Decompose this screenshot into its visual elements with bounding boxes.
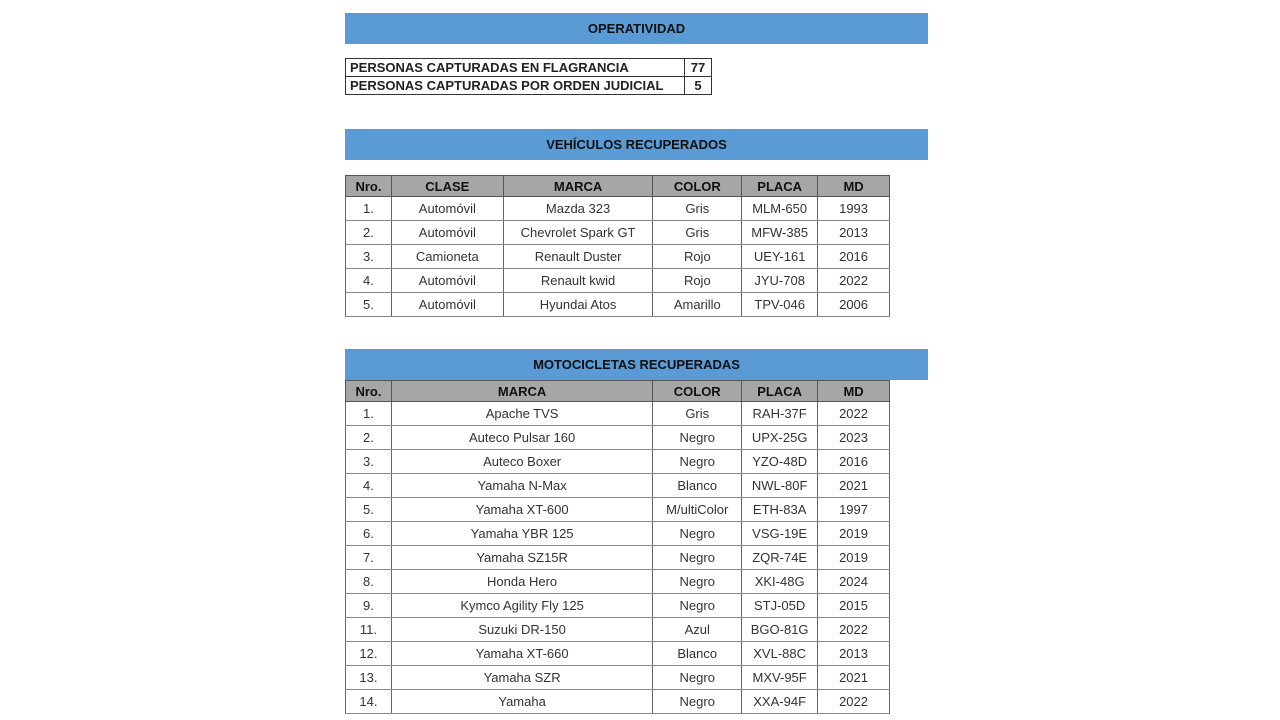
cell: Gris (653, 221, 742, 245)
cell: ETH-83A (742, 498, 818, 522)
cell: Kymco Agility Fly 125 (391, 594, 652, 618)
column-header: Nro. (346, 176, 392, 197)
cell: 2022 (818, 402, 890, 426)
cell: VSG-19E (742, 522, 818, 546)
cell: 5. (346, 498, 392, 522)
cell: Renault Duster (503, 245, 653, 269)
table-row (346, 59, 712, 77)
cell: 2013 (818, 221, 890, 245)
cell: 2016 (818, 450, 890, 474)
cell: 11. (346, 618, 392, 642)
column-header: COLOR (653, 176, 742, 197)
cell: Yamaha XT-660 (391, 642, 652, 666)
cell: Amarillo (653, 293, 742, 317)
table-row (346, 666, 890, 690)
stat-label: PERSONAS CAPTURADAS EN FLAGRANCIA (346, 59, 685, 77)
column-header: MARCA (503, 176, 653, 197)
cell: Renault kwid (503, 269, 653, 293)
cell: 2021 (818, 666, 890, 690)
cell: Azul (653, 618, 742, 642)
recovered-vehicles-table (345, 175, 890, 317)
cell: Negro (653, 690, 742, 714)
cell: 1. (346, 197, 392, 221)
table-row (346, 197, 890, 221)
cell: Mazda 323 (503, 197, 653, 221)
table-row (346, 245, 890, 269)
cell: ZQR-74E (742, 546, 818, 570)
cell: YZO-48D (742, 450, 818, 474)
cell: Apache TVS (391, 402, 652, 426)
cell: 2. (346, 426, 392, 450)
column-header: COLOR (653, 381, 742, 402)
section-header-vehiculos (345, 129, 928, 160)
cell: 14. (346, 690, 392, 714)
recovered-motorcycles-table (345, 380, 890, 714)
table-row (346, 293, 890, 317)
cell: Negro (653, 666, 742, 690)
cell: 1997 (818, 498, 890, 522)
cell: XKI-48G (742, 570, 818, 594)
table-row (346, 570, 890, 594)
cell: Rojo (653, 269, 742, 293)
cell: Negro (653, 546, 742, 570)
cell: 2023 (818, 426, 890, 450)
cell: 7. (346, 546, 392, 570)
cell: 1. (346, 402, 392, 426)
stat-value: 5 (685, 77, 712, 95)
table-row (346, 498, 890, 522)
table-row (346, 450, 890, 474)
cell: 2013 (818, 642, 890, 666)
cell: M/ultiColor (653, 498, 742, 522)
cell: RAH-37F (742, 402, 818, 426)
table-row (346, 642, 890, 666)
table-row (346, 522, 890, 546)
cell: 4. (346, 269, 392, 293)
cell: Blanco (653, 642, 742, 666)
section-header-motocicletas (345, 349, 928, 380)
cell: Auteco Boxer (391, 450, 652, 474)
cell: NWL-80F (742, 474, 818, 498)
cell: Automóvil (391, 221, 503, 245)
cell: 4. (346, 474, 392, 498)
cell: Negro (653, 426, 742, 450)
cell: Gris (653, 402, 742, 426)
cell: 1993 (818, 197, 890, 221)
cell: Yamaha N-Max (391, 474, 652, 498)
cell: 2019 (818, 546, 890, 570)
cell: Blanco (653, 474, 742, 498)
cell: 13. (346, 666, 392, 690)
cell: 2022 (818, 690, 890, 714)
cell: 12. (346, 642, 392, 666)
table-header-row (346, 381, 890, 402)
cell: MXV-95F (742, 666, 818, 690)
cell: Gris (653, 197, 742, 221)
cell: Automóvil (391, 293, 503, 317)
table-row (346, 426, 890, 450)
column-header: MD (818, 381, 890, 402)
cell: Negro (653, 522, 742, 546)
cell: Automóvil (391, 197, 503, 221)
cell: MLM-650 (742, 197, 818, 221)
cell: Yamaha SZ15R (391, 546, 652, 570)
column-header: Nro. (346, 381, 392, 402)
cell: JYU-708 (742, 269, 818, 293)
cell: Camioneta (391, 245, 503, 269)
cell: Suzuki DR-150 (391, 618, 652, 642)
table-row (346, 690, 890, 714)
cell: Yamaha (391, 690, 652, 714)
cell: 2022 (818, 269, 890, 293)
table-row (346, 77, 712, 95)
captures-summary-table (345, 58, 712, 95)
section-title: VEHÍCULOS RECUPERADOS (546, 137, 727, 152)
stat-label: PERSONAS CAPTURADAS POR ORDEN JUDICIAL (346, 77, 685, 95)
cell: Automóvil (391, 269, 503, 293)
table-row (346, 221, 890, 245)
cell: Auteco Pulsar 160 (391, 426, 652, 450)
cell: 9. (346, 594, 392, 618)
table-header-row (346, 176, 890, 197)
cell: MFW-385 (742, 221, 818, 245)
cell: 2. (346, 221, 392, 245)
cell: 2016 (818, 245, 890, 269)
cell: Hyundai Atos (503, 293, 653, 317)
cell: Negro (653, 450, 742, 474)
cell: Yamaha SZR (391, 666, 652, 690)
cell: 8. (346, 570, 392, 594)
cell: 2021 (818, 474, 890, 498)
column-header: PLACA (742, 176, 818, 197)
stat-value: 77 (685, 59, 712, 77)
table-row (346, 474, 890, 498)
cell: XVL-88C (742, 642, 818, 666)
table-row (346, 618, 890, 642)
cell: Rojo (653, 245, 742, 269)
column-header: CLASE (391, 176, 503, 197)
cell: 5. (346, 293, 392, 317)
cell: Honda Hero (391, 570, 652, 594)
cell: 2022 (818, 618, 890, 642)
cell: Negro (653, 594, 742, 618)
section-title: OPERATIVIDAD (587, 21, 686, 36)
column-header: PLACA (742, 381, 818, 402)
cell: Negro (653, 570, 742, 594)
table-row (346, 269, 890, 293)
cell: Chevrolet Spark GT (503, 221, 653, 245)
cell: 2024 (818, 570, 890, 594)
column-header: MARCA (391, 381, 652, 402)
column-header: MD (818, 176, 890, 197)
section-title: MOTOCICLETAS RECUPERADAS (533, 357, 740, 372)
cell: 3. (346, 450, 392, 474)
cell: STJ-05D (742, 594, 818, 618)
cell: Yamaha YBR 125 (391, 522, 652, 546)
cell: TPV-046 (742, 293, 818, 317)
cell: 2015 (818, 594, 890, 618)
cell: BGO-81G (742, 618, 818, 642)
table-row (346, 402, 890, 426)
cell: XXA-94F (742, 690, 818, 714)
cell: 2006 (818, 293, 890, 317)
cell: Yamaha XT-600 (391, 498, 652, 522)
table-row (346, 594, 890, 618)
cell: 3. (346, 245, 392, 269)
table-row (346, 546, 890, 570)
cell: UPX-25G (742, 426, 818, 450)
section-header-operatividad (345, 13, 928, 44)
cell: 6. (346, 522, 392, 546)
cell: 2019 (818, 522, 890, 546)
cell: UEY-161 (742, 245, 818, 269)
